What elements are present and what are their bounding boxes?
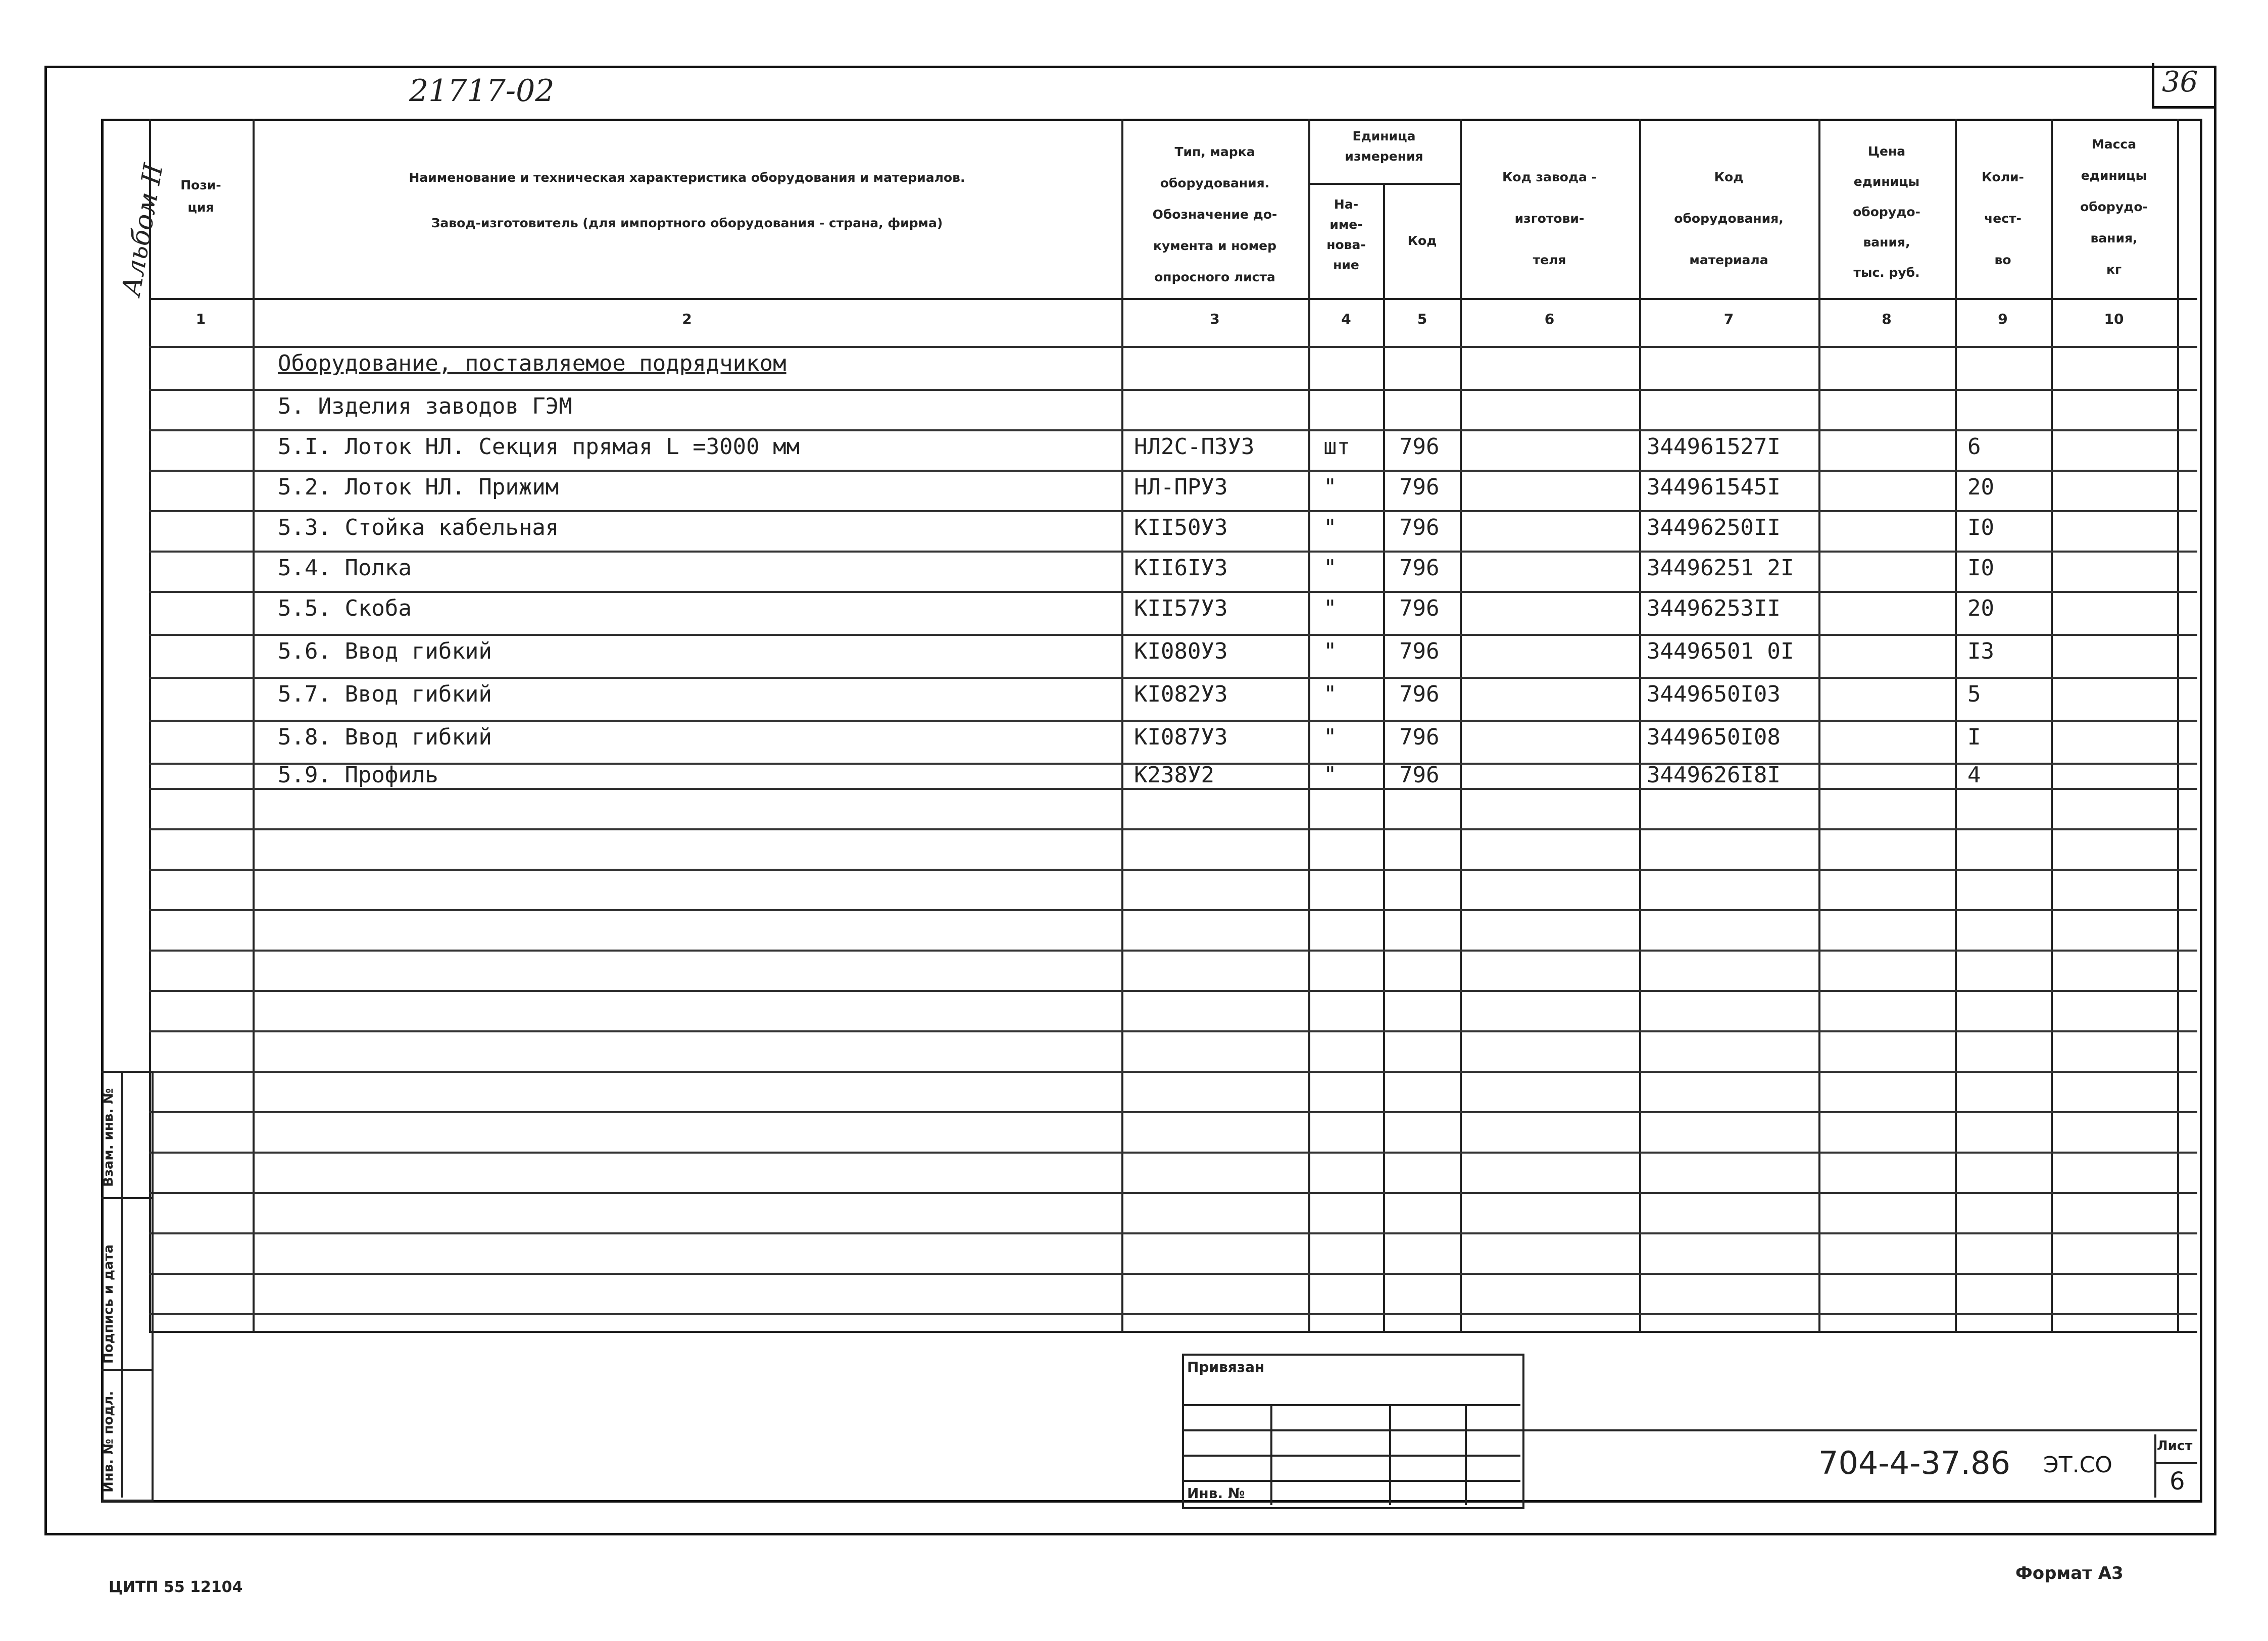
row-unit-code: 796 [1399, 681, 1440, 707]
header-unit-code: Код [1407, 233, 1437, 248]
row-line [149, 1192, 2197, 1194]
row-name: 5.8. Ввод гибкий [278, 724, 492, 750]
row-material-code: 344961527I [1647, 434, 1781, 460]
table-bottom-line [149, 1331, 2197, 1333]
row-line [149, 1313, 2197, 1315]
row-unit-code: 796 [1399, 555, 1440, 581]
row-unit-code: 796 [1399, 474, 1440, 500]
col-number-9: 9 [1998, 311, 2008, 327]
row-unit: " [1323, 762, 1337, 788]
sheet-number: 36 [2162, 66, 2198, 98]
header-unit-name: На- име- нова- ние [1326, 197, 1366, 272]
col-line-5 [1383, 183, 1385, 1331]
doc-code: 21717-02 [409, 73, 555, 109]
row-material-code: 34496253II [1647, 595, 1781, 621]
row-type: НЛ-ПРУ3 [1134, 474, 1228, 500]
drawing-suffix: ЭТ.СО [2043, 1452, 2112, 1478]
col-number-7: 7 [1723, 311, 1734, 327]
row-line [149, 1152, 2197, 1154]
stamp-line-1 [1182, 1404, 1520, 1406]
row-quantity: 20 [1967, 474, 1994, 500]
row-type: К238У2 [1134, 762, 1214, 788]
row-line [149, 346, 2197, 348]
col-number-2: 2 [682, 311, 692, 327]
row-quantity: 20 [1967, 595, 1994, 621]
row-line [149, 1030, 2197, 1032]
row-material-code: 3449650I08 [1647, 724, 1781, 750]
margin-note: Альбом II [116, 161, 170, 299]
row-line [149, 551, 2197, 553]
header-name-1: Наименование и техническая характеристика оборудования и материалов. [409, 170, 965, 185]
header-mass: Масса единицы оборудо- вания, кг [2080, 137, 2148, 277]
header-factory-code: Код завода - изготови- теля [1502, 170, 1597, 267]
row-line [149, 429, 2197, 431]
row-unit-code: 796 [1399, 595, 1440, 621]
row-material-code: 3449626I8I [1647, 762, 1781, 788]
row-line [149, 677, 2197, 679]
col-number-5: 5 [1417, 311, 1427, 327]
col-number-8: 8 [1882, 311, 1892, 327]
side-stamp-line-1 [101, 1197, 152, 1199]
side-label-podpis: Подпись и дата [101, 1244, 116, 1364]
row-name: 5.I. Лоток НЛ. Секция прямая L =3000 мм [278, 434, 800, 460]
sheet-box-line [2154, 1462, 2197, 1464]
row-name: 5.4. Полка [278, 555, 412, 581]
sheet-value: 6 [2170, 1467, 2185, 1496]
row-unit: " [1323, 638, 1337, 664]
header-type: Тип, марка оборудования. Обозначение до- кумента и номер опросного листа [1152, 144, 1277, 284]
row-unit: " [1323, 555, 1337, 581]
stamp-inv: Инв. № [1187, 1485, 1245, 1502]
row-unit-code: 796 [1399, 515, 1440, 540]
row-type: КII50У3 [1134, 515, 1228, 540]
header-bottom-line [149, 298, 2197, 300]
format-label: Формат А3 [2015, 1563, 2124, 1583]
header-price: Цена единицы оборудо- вания, тыс. руб. [1853, 144, 1920, 280]
row-line [149, 591, 2197, 593]
row-unit-code: 796 [1399, 724, 1440, 750]
row-type: КI087У3 [1134, 724, 1228, 750]
row-type: КI082У3 [1134, 681, 1228, 707]
col-line-2 [253, 119, 255, 1331]
row-line [149, 1111, 2197, 1113]
row-name: 5.5. Скоба [278, 595, 412, 621]
row-name: 5.7. Ввод гибкий [278, 681, 492, 707]
row-type: КII6IУ3 [1134, 555, 1228, 581]
row-unit: " [1323, 724, 1337, 750]
printer-label: ЦИТП 55 12104 [109, 1578, 243, 1596]
row-quantity: I0 [1967, 555, 1994, 581]
drawing-code: 704-4-37.86 [1818, 1445, 2011, 1481]
row-unit: " [1323, 474, 1337, 500]
header-position: Пози- ция [180, 178, 221, 215]
row-name: 5. Изделия заводов ГЭМ [278, 393, 572, 419]
col-line-9 [1955, 119, 1957, 1331]
header-material-code: Код оборудования, материала [1674, 170, 1784, 267]
stamp-bound: Привязан [1187, 1359, 1265, 1375]
row-type: КI080У3 [1134, 638, 1228, 664]
stamp-line-2 [1182, 1429, 1520, 1431]
row-unit: шт [1323, 434, 1350, 460]
row-line [149, 634, 2197, 636]
col-line-6 [1460, 119, 1462, 1331]
row-name: Оборудование, поставляемое подрядчиком [278, 351, 786, 376]
row-name: 5.9. Профиль [278, 762, 438, 788]
stamp-vline-3 [1465, 1404, 1467, 1505]
row-line [149, 720, 2197, 722]
stamp-line-3 [1182, 1455, 1520, 1457]
side-stamp-vline [121, 1071, 123, 1498]
row-quantity: I3 [1967, 638, 1994, 664]
row-type: КII57У3 [1134, 595, 1228, 621]
stamp-vline-2 [1389, 1404, 1391, 1505]
row-line [149, 828, 2197, 830]
row-line [149, 1071, 2197, 1073]
row-line [149, 990, 2197, 992]
col-number-4: 4 [1341, 311, 1351, 327]
row-name: 5.2. Лоток НЛ. Прижим [278, 474, 559, 500]
col-number-10: 10 [2104, 311, 2124, 327]
row-unit-code: 796 [1399, 638, 1440, 664]
col-line-4 [1308, 119, 1310, 1331]
row-material-code: 34496501 0I [1647, 638, 1794, 664]
col-line-11 [2177, 119, 2179, 1331]
col-number-6: 6 [1544, 311, 1555, 327]
row-material-code: 3449650I03 [1647, 681, 1781, 707]
side-label-vzam: Взам. инв. № [101, 1088, 116, 1187]
row-line [149, 389, 2197, 391]
row-quantity: 4 [1967, 762, 1981, 788]
row-quantity: 5 [1967, 681, 1981, 707]
row-material-code: 344961545I [1647, 474, 1781, 500]
row-quantity: I0 [1967, 515, 1994, 540]
row-material-code: 34496250II [1647, 515, 1781, 540]
row-quantity: 6 [1967, 434, 1981, 460]
row-name: 5.3. Стойка кабельная [278, 515, 559, 540]
row-unit-code: 796 [1399, 762, 1440, 788]
row-line [149, 470, 2197, 472]
col-number-3: 3 [1210, 311, 1220, 327]
header-qty: Коли- чест- во [1982, 170, 2024, 267]
row-line [149, 510, 2197, 512]
col-line-7 [1639, 119, 1641, 1331]
header-name-2: Завод-изготовитель (для импортного оборудования - страна, фирма) [431, 216, 943, 230]
row-line [149, 909, 2197, 911]
row-line [149, 1232, 2197, 1234]
row-quantity: I [1967, 724, 1981, 750]
row-unit: " [1323, 681, 1337, 707]
row-unit: " [1323, 595, 1337, 621]
stamp-vline-1 [1270, 1404, 1272, 1505]
row-line [149, 1273, 2197, 1275]
col-line-3 [1121, 119, 1123, 1331]
header-unit-group: Единица измерения [1345, 129, 1423, 164]
col-line-10 [2051, 119, 2053, 1331]
row-line [149, 950, 2197, 952]
col-line-8 [1818, 119, 1820, 1331]
sheet-label: Лист [2157, 1438, 2193, 1454]
row-material-code: 34496251 2I [1647, 555, 1794, 581]
side-stamp-line-2 [101, 1369, 152, 1371]
row-unit: " [1323, 515, 1337, 540]
title-line [1520, 1429, 2197, 1431]
side-label-inv: Инв. № подл. [101, 1390, 116, 1493]
col-number-1: 1 [195, 311, 206, 327]
row-name: 5.6. Ввод гибкий [278, 638, 492, 664]
stamp-line-4 [1182, 1480, 1520, 1482]
row-unit-code: 796 [1399, 434, 1440, 460]
row-line [149, 869, 2197, 871]
row-type: НЛ2С-П3У3 [1134, 434, 1255, 460]
